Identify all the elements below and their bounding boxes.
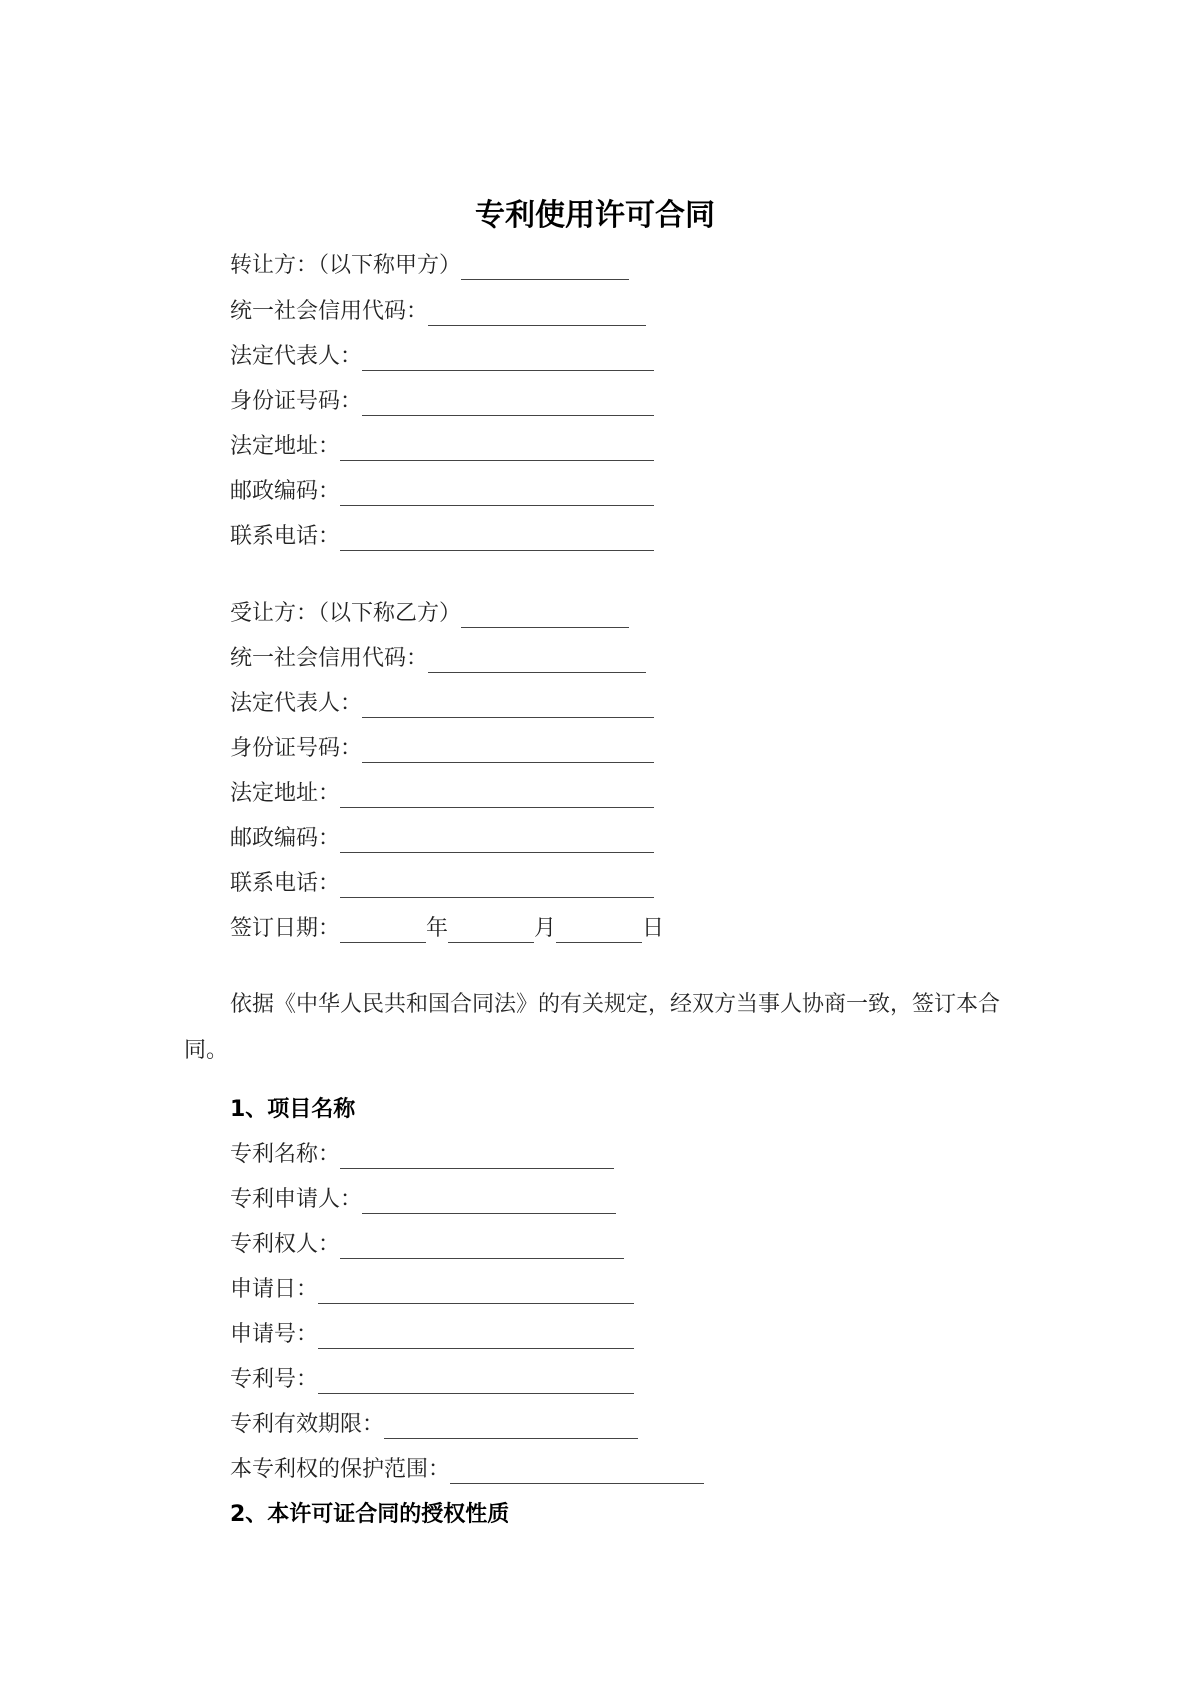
field-blank[interactable] [384, 1416, 638, 1439]
party-a-field-row [230, 290, 646, 334]
section-2-heading: 2、本许可证合同的授权性质 [230, 1502, 510, 1527]
party-a-field-row [230, 335, 654, 379]
field-blank[interactable] [340, 438, 654, 461]
day-label: 日 [642, 916, 665, 941]
field-blank[interactable] [362, 348, 654, 371]
field-blank[interactable] [318, 1326, 634, 1349]
section-1-field-row [230, 1223, 624, 1267]
day-blank[interactable] [556, 920, 642, 943]
section-1-field-row [230, 1448, 704, 1492]
field-label: 邮政编码： [230, 479, 341, 504]
party-b-header: 受让方：（以下称乙方） [230, 601, 462, 626]
document-title: 专利使用许可合同 [475, 198, 715, 233]
year-blank[interactable] [340, 920, 426, 943]
party-b-field-row [230, 862, 654, 906]
field-label: 专利有效期限： [230, 1412, 385, 1437]
field-blank[interactable] [340, 1146, 614, 1169]
section-1-field-row [230, 1403, 638, 1447]
field-blank[interactable] [362, 393, 654, 416]
party-b-field-row [230, 637, 646, 681]
field-blank[interactable] [340, 528, 654, 551]
party-a-header: 转让方：（以下称甲方） [230, 253, 462, 278]
field-blank[interactable] [340, 483, 654, 506]
field-label: 专利名称： [230, 1142, 341, 1167]
party-a-field-row [230, 425, 654, 469]
section-1-heading: 1、项目名称 [230, 1097, 356, 1122]
field-label: 本专利权的保护范围： [230, 1457, 451, 1482]
field-label: 统一社会信用代码： [230, 646, 429, 671]
field-label: 统一社会信用代码： [230, 299, 429, 324]
field-blank[interactable] [362, 695, 654, 718]
section-1-field-row [230, 1358, 634, 1402]
month-blank[interactable] [448, 920, 534, 943]
party-b-field-row [230, 682, 654, 726]
sign-date-row [230, 907, 664, 951]
field-blank[interactable] [362, 1191, 616, 1214]
field-label: 申请日： [230, 1277, 319, 1302]
field-label: 身份证号码： [230, 389, 363, 414]
intro-paragraph: 依据《中华人民共和国合同法》的有关规定，经双方当事人协商一致，签订本合同。 [184, 992, 1001, 1063]
party-a-header-row [230, 244, 629, 288]
field-label: 身份证号码： [230, 736, 363, 761]
year-label: 年 [426, 916, 449, 941]
field-blank[interactable] [428, 303, 646, 326]
field-label: 专利号： [230, 1367, 319, 1392]
field-blank[interactable] [340, 1236, 624, 1259]
party-b-header-row [230, 592, 629, 636]
section-1-field-row [230, 1313, 634, 1357]
party-a-field-row [230, 380, 654, 424]
section-1-field-row [230, 1133, 614, 1177]
party-a-field-row [230, 470, 654, 514]
field-label: 法定代表人： [230, 344, 363, 369]
month-label: 月 [534, 916, 557, 941]
section-1-field-row [230, 1268, 634, 1312]
party-b-field-row [230, 727, 654, 771]
field-label: 专利申请人： [230, 1187, 363, 1212]
field-blank[interactable] [340, 875, 654, 898]
field-label: 法定地址： [230, 781, 341, 806]
section-1-field-row [230, 1178, 616, 1222]
party-a-name-blank[interactable] [461, 257, 629, 280]
field-blank[interactable] [428, 650, 646, 673]
party-b-field-row [230, 772, 654, 816]
field-blank[interactable] [340, 785, 654, 808]
field-label: 专利权人： [230, 1232, 341, 1257]
field-label: 申请号： [230, 1322, 319, 1347]
party-b-field-row [230, 817, 654, 861]
field-label: 法定代表人： [230, 691, 363, 716]
field-blank[interactable] [450, 1461, 704, 1484]
field-blank[interactable] [362, 740, 654, 763]
field-blank[interactable] [318, 1281, 634, 1304]
field-blank[interactable] [340, 830, 654, 853]
field-label: 邮政编码： [230, 826, 341, 851]
party-b-name-blank[interactable] [461, 605, 629, 628]
sign-date-label: 签订日期： [230, 916, 341, 941]
field-label: 联系电话： [230, 871, 341, 896]
field-label: 联系电话： [230, 524, 341, 549]
field-blank[interactable] [318, 1371, 634, 1394]
field-label: 法定地址： [230, 434, 341, 459]
party-a-field-row [230, 515, 654, 559]
